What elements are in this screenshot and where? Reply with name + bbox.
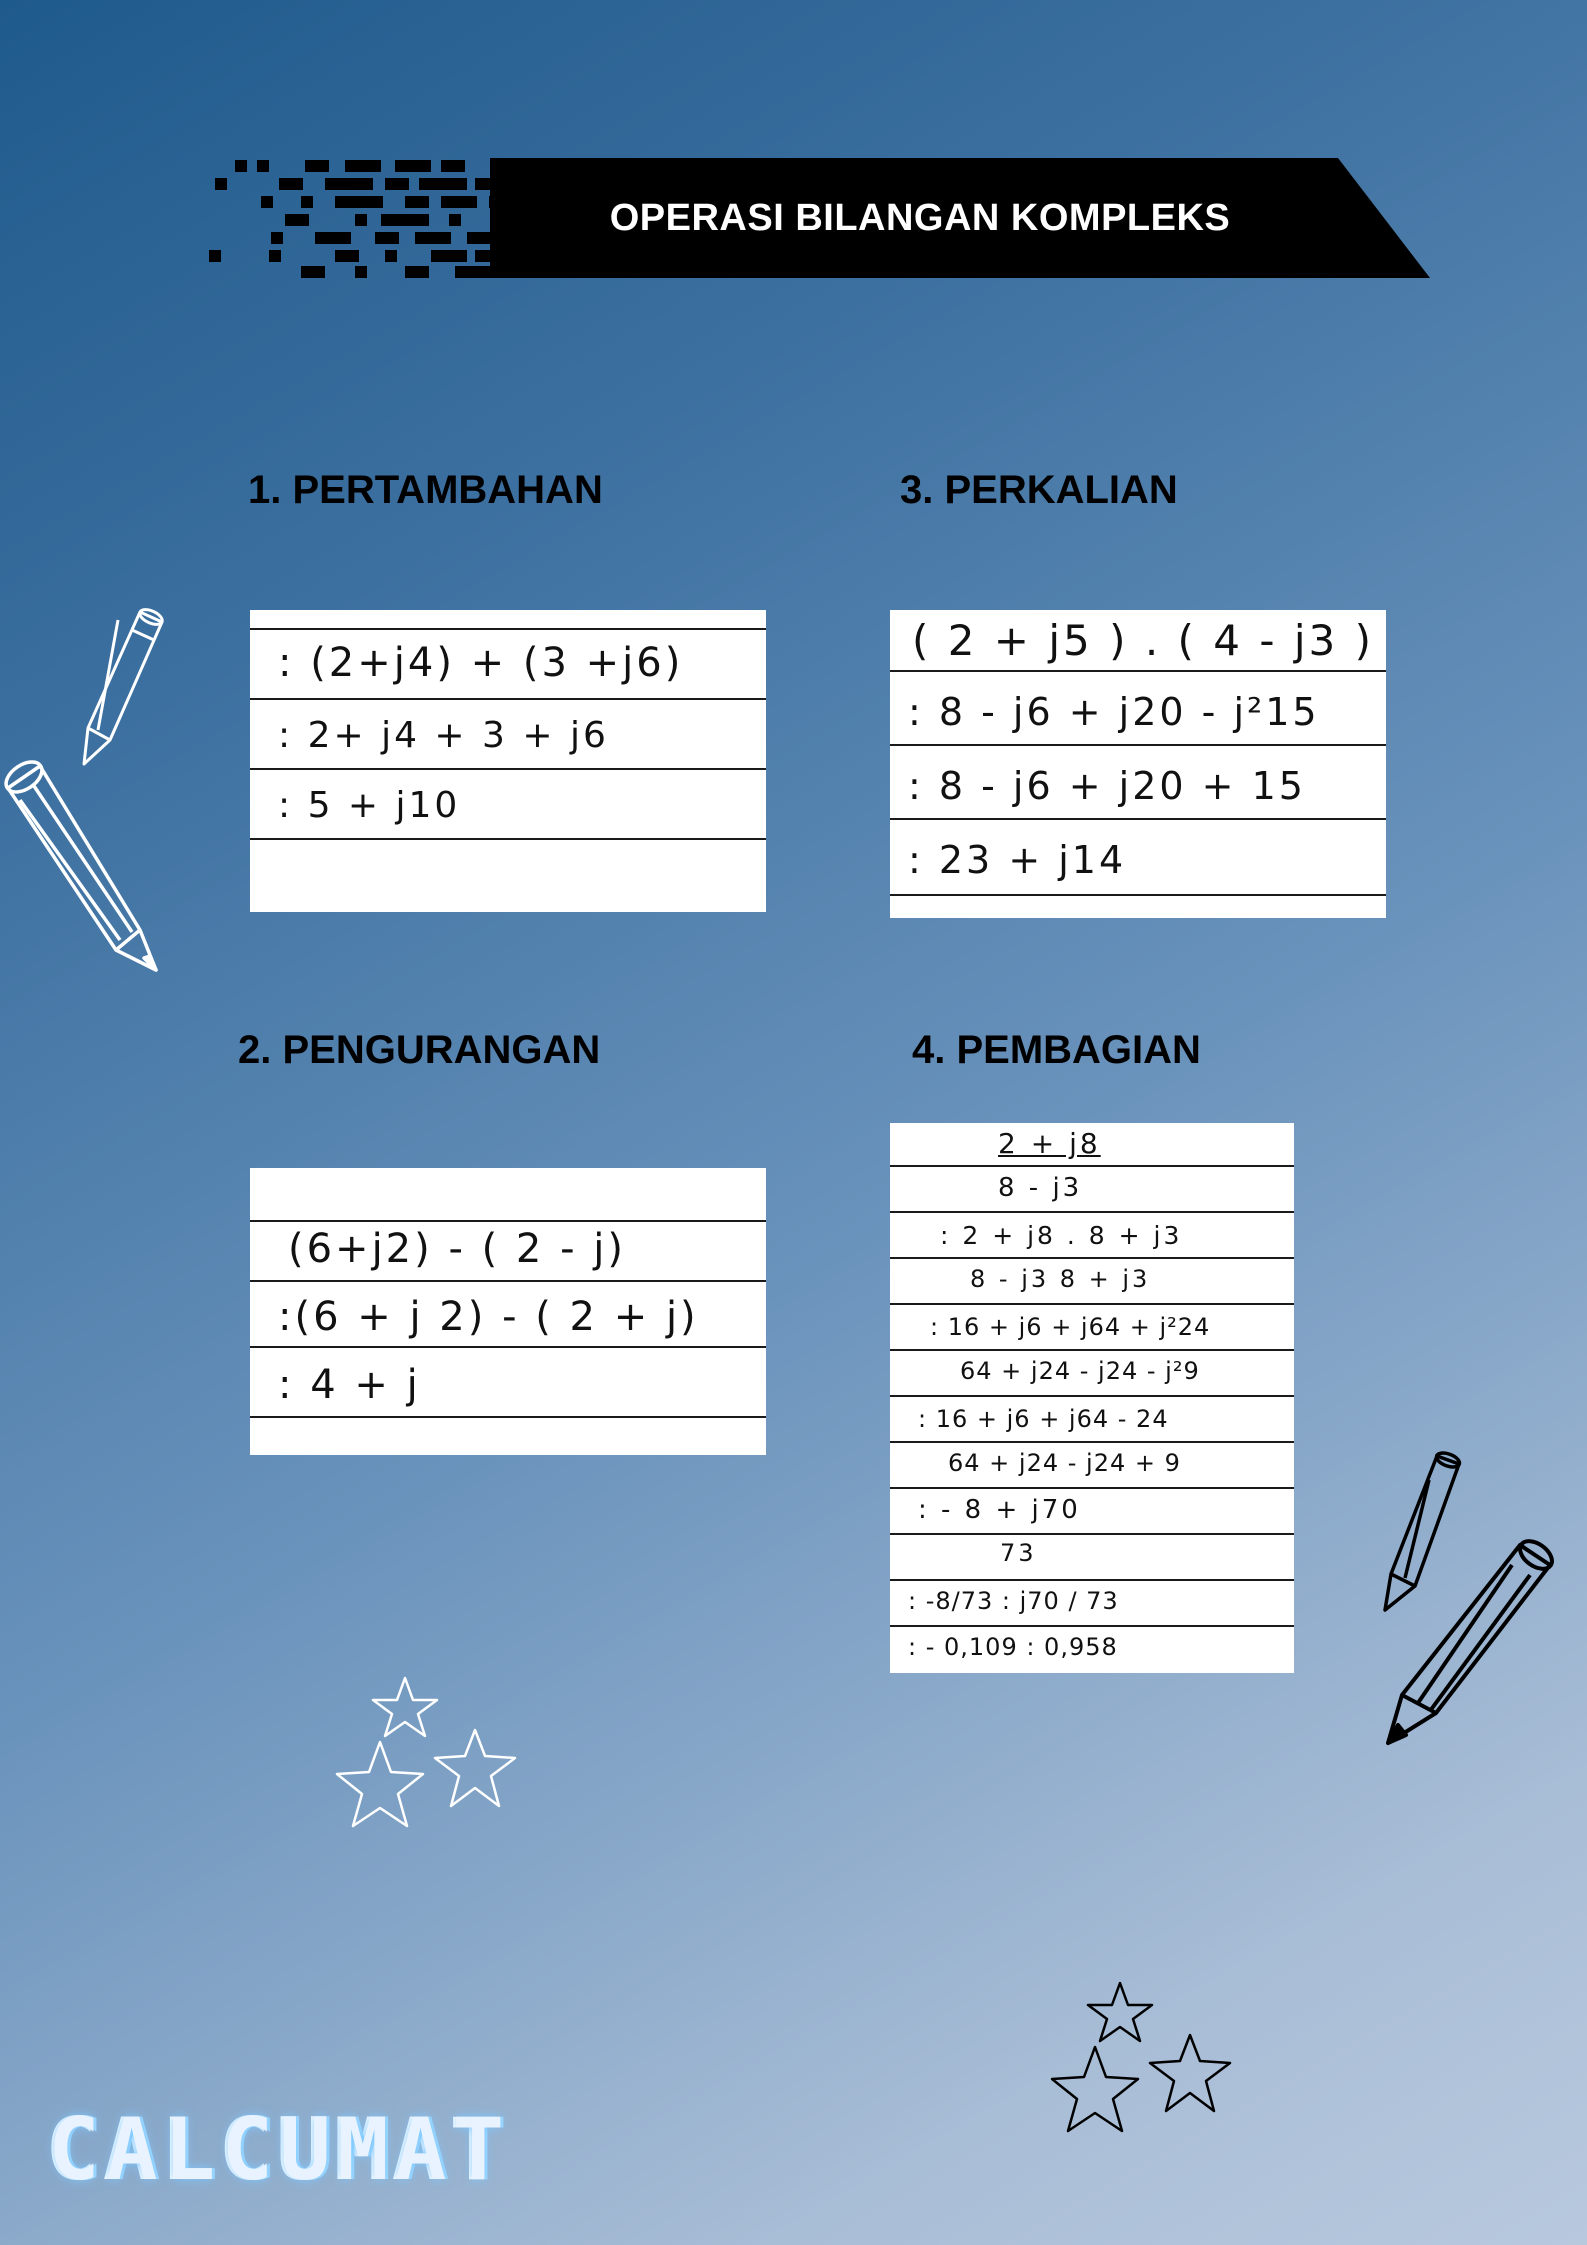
handwritten-line: : 8 - j6 + j20 + 15 [908, 764, 1306, 808]
handwritten-line: : 23 + j14 [908, 838, 1127, 882]
pixel-pattern-decoration [205, 156, 525, 281]
handwritten-line: : 16 + j6 + j64 - 24 [918, 1405, 1169, 1433]
handwritten-line: 2 + j8 [998, 1127, 1101, 1160]
handwritten-line: : 8 - j6 + j20 - j²15 [908, 690, 1320, 734]
handwritten-line: : -8/73 : j70 / 73 [908, 1587, 1119, 1615]
stars-decoration [1040, 1975, 1240, 2145]
handwritten-line: : - 8 + j70 [918, 1495, 1081, 1525]
multiplication-worksheet [890, 610, 1386, 918]
handwritten-line: : 16 + j6 + j64 + j²24 [930, 1313, 1211, 1341]
handwritten-line: :(6 + j 2) - ( 2 + j) [278, 1294, 699, 1340]
handwritten-line: 73 [1000, 1539, 1037, 1567]
handwritten-line: : 2 + j8 . 8 + j3 [940, 1221, 1183, 1250]
pencil-icon [1380, 1535, 1560, 1750]
handwritten-line: : 2+ j4 + 3 + j6 [278, 715, 609, 756]
handwritten-line: 8 - j3 8 + j3 [970, 1265, 1151, 1293]
section-title-addition: 1. PERTAMBAHAN [248, 468, 603, 512]
division-worksheet [890, 1123, 1294, 1673]
handwritten-line: : 5 + j10 [278, 785, 461, 826]
pencil-icon [0, 760, 170, 980]
handwritten-line: 64 + j24 - j24 + 9 [948, 1449, 1181, 1477]
section-title-multiplication: 3. PERKALIAN [900, 468, 1178, 512]
stars-decoration [325, 1670, 525, 1840]
handwritten-line: : (2+j4) + (3 +j6) [278, 640, 684, 686]
handwritten-line: : - 0,109 : 0,958 [908, 1633, 1118, 1661]
handwritten-line: (6+j2) - ( 2 - j) [288, 1226, 626, 1272]
subtraction-worksheet [250, 1168, 766, 1455]
pencil-icon [70, 600, 180, 770]
handwritten-line: : 4 + j [278, 1362, 421, 1408]
section-title-division: 4. PEMBAGIAN [912, 1028, 1201, 1072]
handwritten-line: 8 - j3 [998, 1173, 1083, 1203]
handwritten-line: 64 + j24 - j24 - j²9 [960, 1357, 1200, 1385]
calcumat-logo: CALCUMAT [48, 2100, 511, 2200]
handwritten-line: ( 2 + j5 ) . ( 4 - j3 ) [912, 616, 1374, 665]
section-title-subtraction: 2. PENGURANGAN [238, 1028, 601, 1072]
addition-worksheet [250, 610, 766, 912]
page-title: OPERASI BILANGAN KOMPLEKS [609, 196, 1231, 239]
